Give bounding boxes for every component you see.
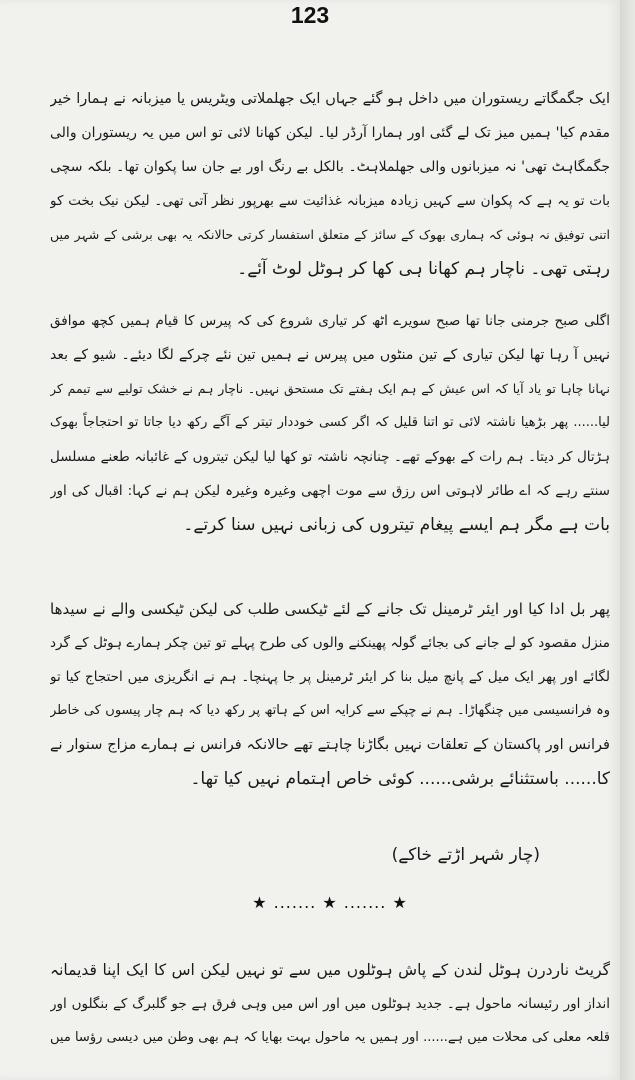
text-line: کا...... باستثنائے برشی...... کوئی خاص اہتمام نہیں کیا تھا۔ — [190, 769, 610, 789]
text-line: منزل مقصود کو لے جانے کی بجائے گولہ پھینکنے والوں کی طرح پہلے تو تین چکر ہمارے ہوٹل کے گرد — [50, 635, 610, 651]
text-line: بات تو یہ ہے کہ پکوان سے کہیں زیادہ میزبانہ غذائیت سے بھرپور نظر آتی تھی۔ لیکن نیک بخت کو — [50, 193, 610, 209]
text-line: لگائے اور پھر ایک میل کے پانچ میل بنا کر ایئر ٹرمینل پر جا پہنچا۔ ہم نے انگریزی میں احتجاج کیا تو — [50, 669, 610, 685]
page-number: 123 — [290, 2, 330, 28]
text-line: ہڑتال کر دیتا۔ ہم رات کے بھوکے تھے۔ چنانچہ ناشتہ تو کھا لیا لیکن تیتروں کے غائبانہ طعنے مسلسل — [50, 449, 610, 465]
text-line: نہیں آ رہا تھا لیکن تیاری کے تین منٹوں میں پیرس نے ہمیں تین نئے چرکے لگا دیئے۔ شیو کے بعد — [50, 347, 610, 363]
paragraph-restaurant — [50, 82, 610, 286]
paragraph-morning — [50, 304, 610, 542]
text-line: مقدم کیا' ہمیں میز تک لے گئی اور ہمارا آرڈر لیا۔ لیکن کھانا لائی تو اس میں یہ ریستوران والی — [50, 125, 610, 141]
paragraph-hotel — [50, 953, 610, 1055]
text-line: اگلی صبح جرمنی جانا تھا صبح سویرے اٹھ کر تیاری شروع کی کہ پیرس کا قیام ہمیں کچھ موافق — [50, 313, 610, 329]
source-attribution: (چار شہر اڑتے خاکے) — [391, 845, 540, 865]
text-line: وہ فرانسیسی میں چنگھاڑا۔ ہم نے چپکے سے کرایہ اس کے ہاتھ پر رکھ دیا کہ ہم چار پیسوں کی خاطر — [50, 703, 610, 718]
text-line: گریٹ ناردرن ہوٹل لندن کے پاش ہوٹلوں میں سے تو نہیں لیکن اس کا ایک اپنا قدیمانہ — [50, 961, 610, 979]
text-line: ایک جگمگاتے ریستوران میں داخل ہو گئے جہاں ایک جھلملاتی ویٹریس یا میزبانہ نے ہمارا خیر — [50, 91, 610, 107]
text-line: بات ہے مگر ہم ایسے پیغام تیتروں کی زبانی نہیں سنا کرتے۔ — [183, 515, 610, 535]
paragraph-taxi — [50, 592, 610, 796]
text-line: قلعہ معلی کی محلات میں ہے...... اور ہمیں یہ ماحول بہت بھایا کہ ہم بھی وطن میں دیسی رؤسا میں — [50, 1030, 610, 1045]
section-divider: ★ ....... ★ ....... ★ — [252, 893, 408, 912]
text-line: سنتے رہے کہ اے طائر لاہوتی اس رزق سے موت اچھی وغیرہ وغیرہ لیکن ہم نے کہا: اقبال کی اور — [50, 483, 610, 499]
text-line: پھر بل ادا کیا اور ایئر ٹرمینل تک جانے کے لئے ٹیکسی طلب کی لیکن ٹیکسی والے نے سیدھا — [50, 600, 610, 618]
text-line: لیا...... پھر بڑھیا ناشتہ لائی تو اتنا قلیل کہ اگر کسی خوددار تیتر کے آگے رکھ دیا جاتا تو احتجاجاً بھوک — [50, 415, 610, 430]
page-edge — [620, 0, 635, 1080]
text-line: اتنی توفیق نہ ہوئی کہ ہماری بھوک کے سائز کے متعلق استفسار کرتی حالانکہ یہ بھی برشی کے شہر میں — [50, 227, 610, 242]
text-line: فرانس اور پاکستان کے تعلقات نہیں بگاڑنا چاہتے تھے حالانکہ فرانس نے ہمارے مزاج سنوار نے — [50, 737, 610, 753]
text-line: نہانا چاہا تو یاد آیا کہ اس عیش کے ہم ایک ہفتے تک مستحق نہیں۔ ناچار ہم نے خشک تولیے سے تیمم کر — [50, 381, 610, 396]
text-line: رہتی تھی۔ ناچار ہم کھانا ہی کھا کر ہوٹل لوٹ آئے۔ — [237, 259, 610, 279]
text-line: انداز اور رئیسانہ ماحول ہے۔ جدید ہوٹلوں میں اور اس میں وہی فرق ہے جو گلبرگ کے بنگلوں اور — [50, 996, 610, 1012]
text-line: جگمگاہٹ تھی' نہ میزبانوں والی جھلملاہٹ۔ بالکل بے رنگ اور بے جان سا پکوان تھا۔ بلکہ سچی — [50, 159, 610, 175]
